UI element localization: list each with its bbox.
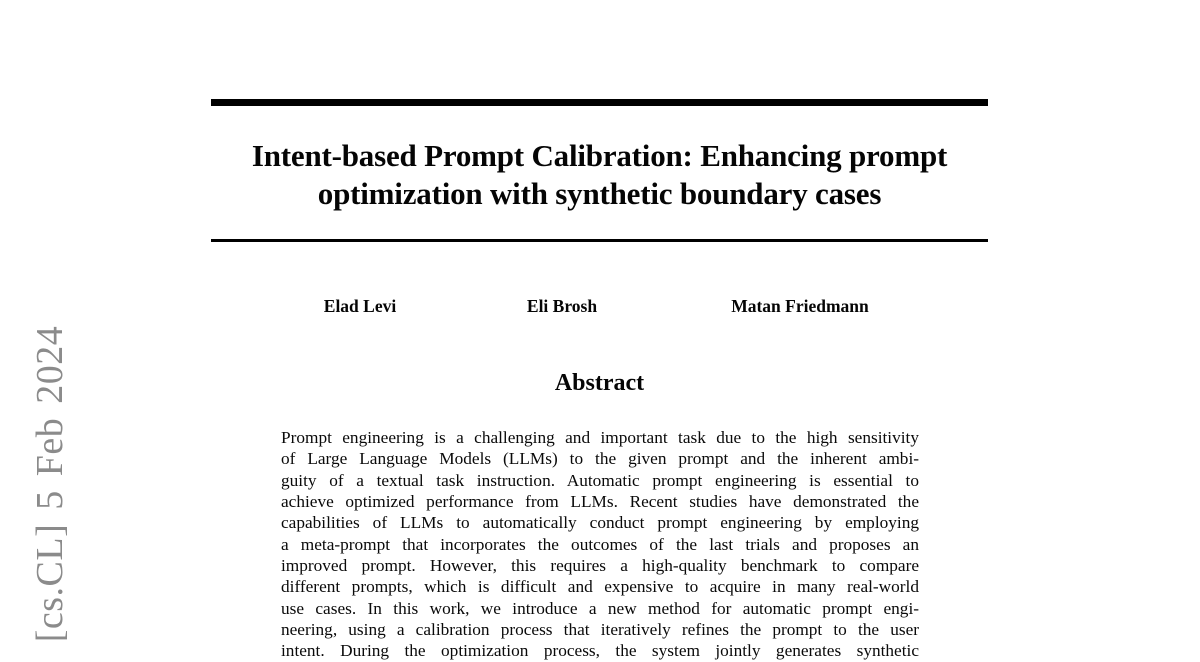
paper-title-line2: optimization with synthetic boundary cases <box>317 176 882 211</box>
title-rule-top <box>211 99 988 106</box>
abstract-line: Prompt engineering is a challenging and important task due to the high sensitivity <box>281 428 919 447</box>
abstract-line: guity of a textual task instruction. Automatic prompt engineering is essential to <box>281 470 919 490</box>
abstract-line: neering, using a calibration process that iteratively refines the prompt to the user <box>281 620 919 640</box>
author-name: Matan Friedmann <box>731 296 869 316</box>
paper-title <box>211 137 988 213</box>
abstract-text <box>281 427 919 662</box>
abstract-line: achieve optimized performance from LLMs. Recent studies have demonstrated the <box>281 492 919 512</box>
abstract-heading: Abstract <box>554 370 645 396</box>
author-name: Eli Brosh <box>526 296 598 316</box>
paper-title-line1: Intent-based Prompt Calibration: Enhancing prompt <box>251 138 948 173</box>
abstract-line: capabilities of LLMs to automatically conduct prompt engineering by employing <box>281 513 919 533</box>
abstract-line: of Large Language Models (LLMs) to the given prompt and the inherent ambi- <box>281 449 919 469</box>
abstract-line: intent. During the optimization process, the system jointly generates synthetic <box>281 641 919 661</box>
abstract-line: improved prompt. However, this requires a high-quality benchmark to compare <box>281 556 919 576</box>
arxiv-stamp: [cs.CL] 5 Feb 2024 <box>29 325 71 643</box>
abstract-line: different prompts, which is difficult and expensive to acquire in many real-world <box>281 577 919 597</box>
abstract-line: a meta-prompt that incorporates the outcomes of the last trials and proposes an <box>281 534 919 554</box>
author-name: Elad Levi <box>323 296 397 316</box>
abstract-line: use cases. In this work, we introduce a new method for automatic prompt engi- <box>281 598 919 618</box>
title-rule-bottom <box>211 239 988 242</box>
